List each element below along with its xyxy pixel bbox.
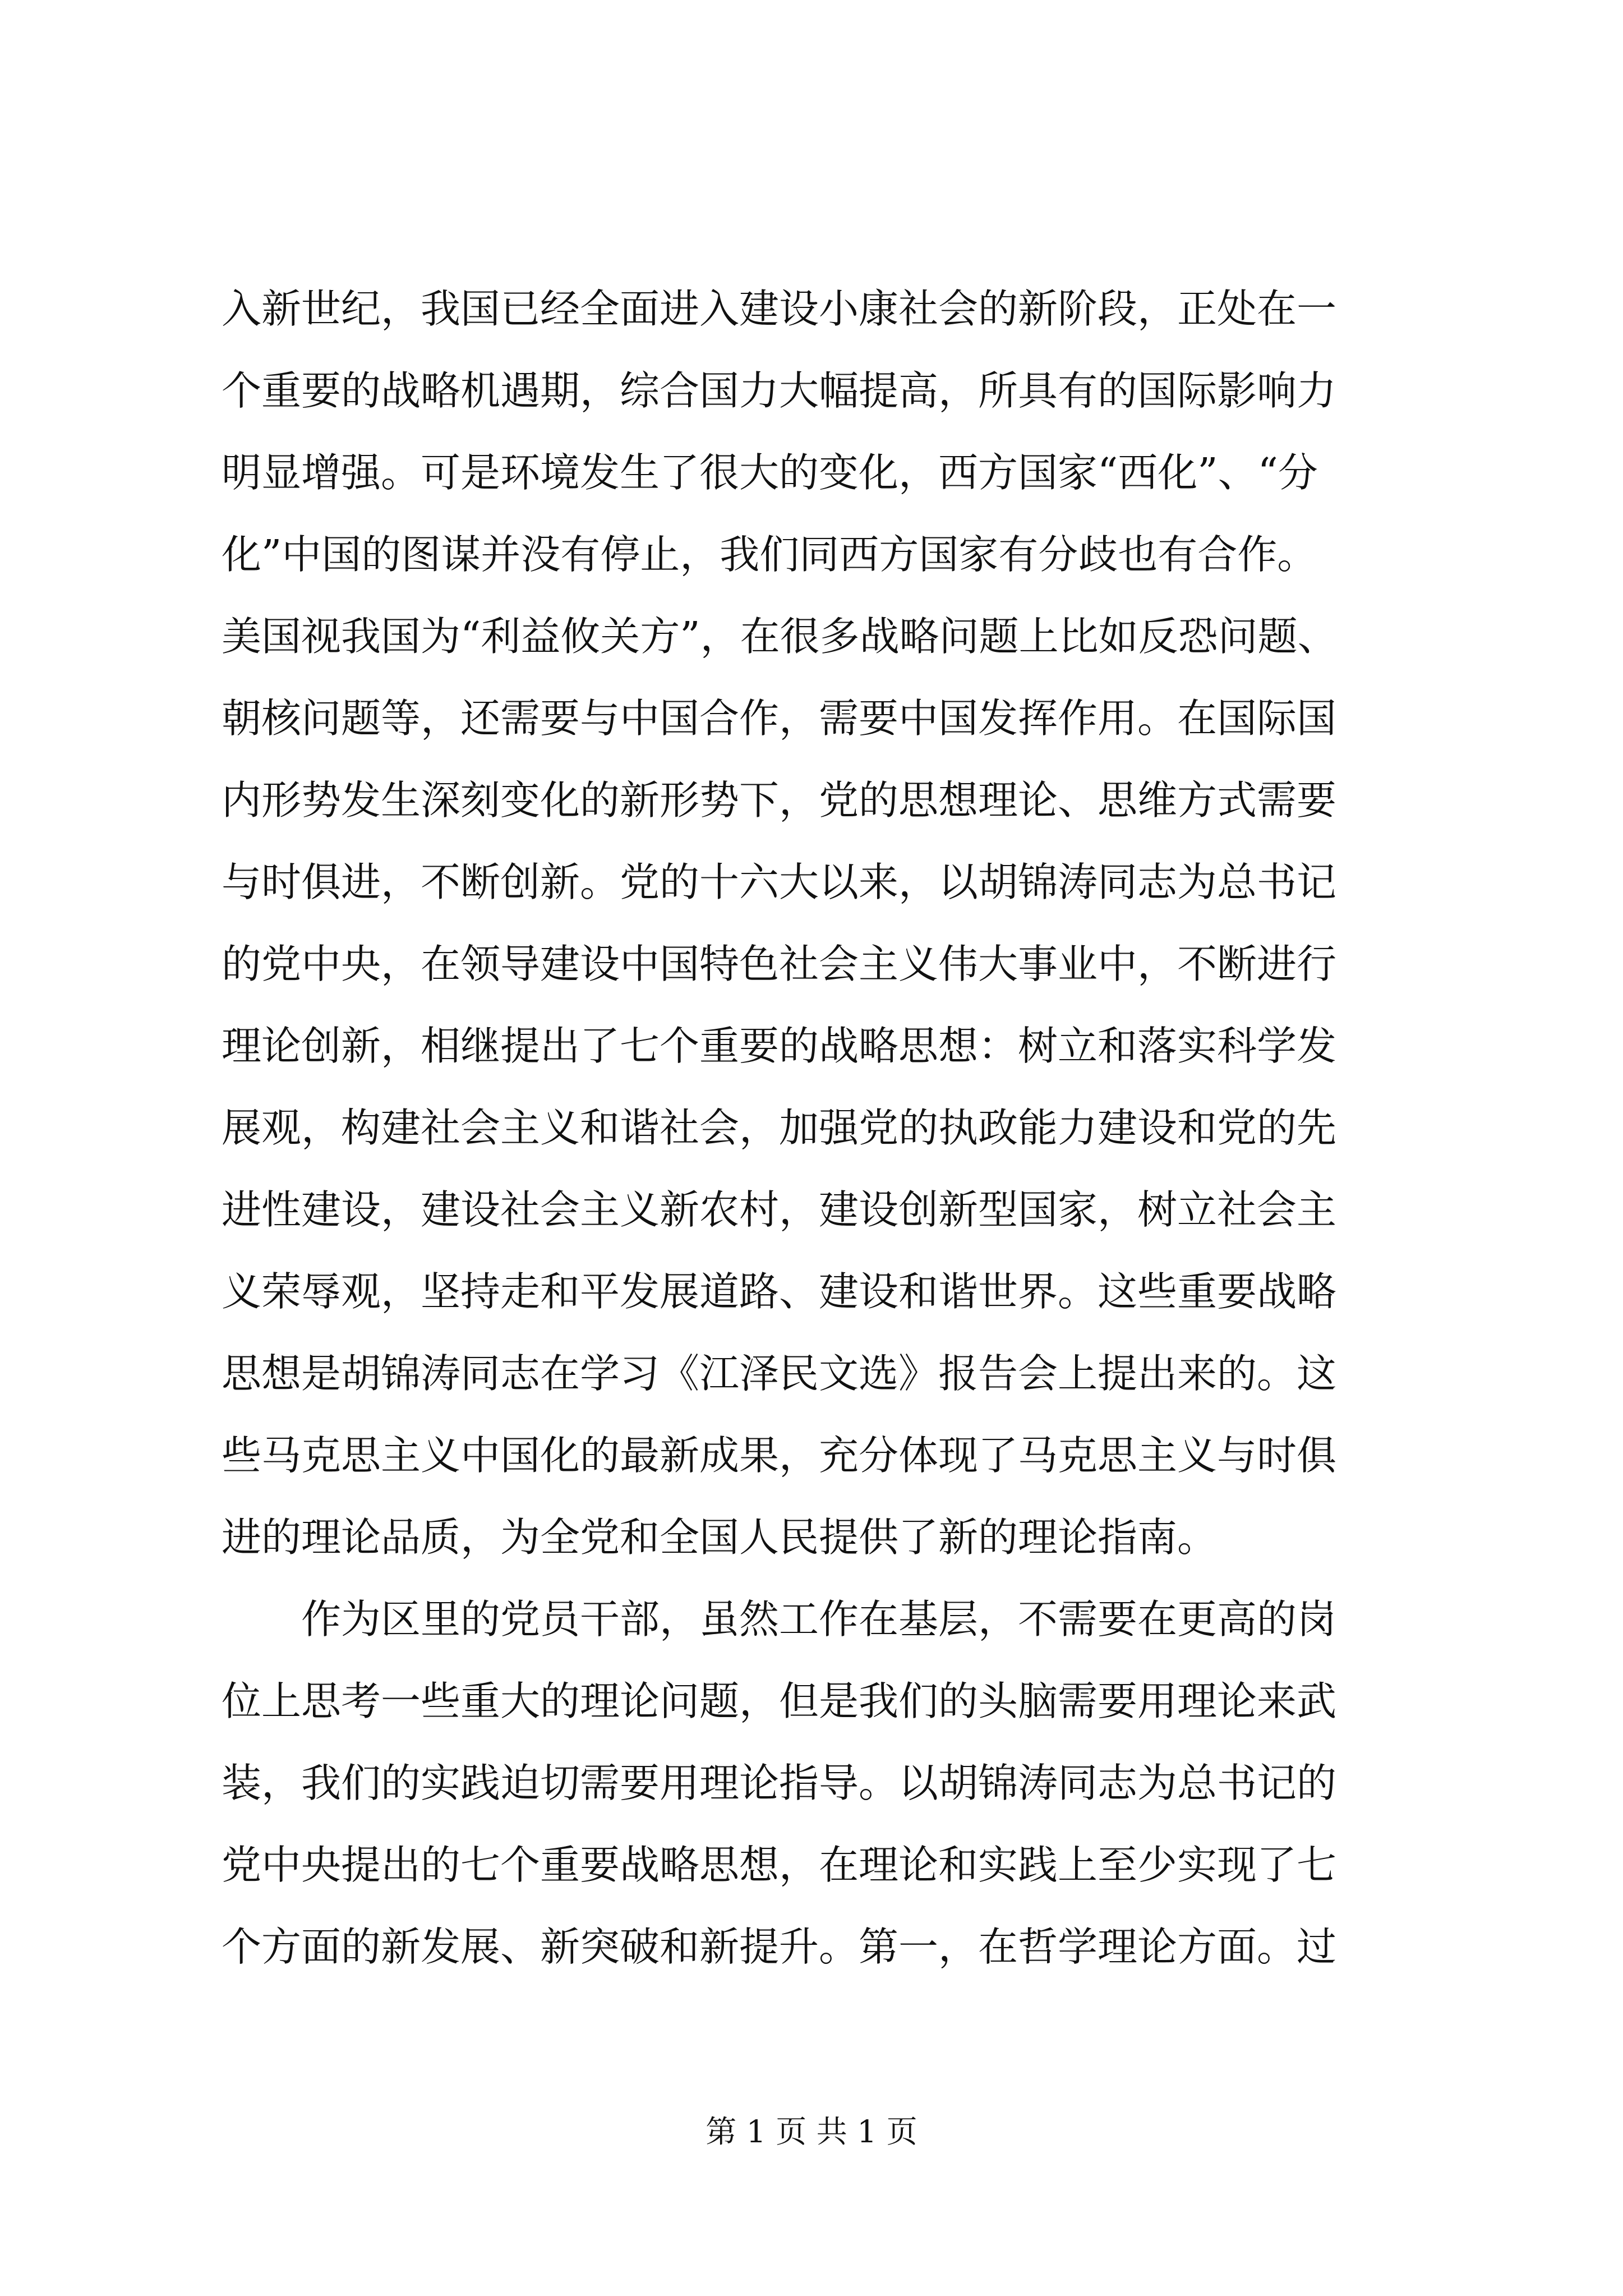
- text-line: 装，我们的实践迫切需要用理论指导。以胡锦涛同志为总书记的: [222, 1760, 1337, 1806]
- text-line: 思想是胡锦涛同志在学习《江泽民文选》报告会上提出来的。这: [222, 1350, 1337, 1397]
- text-line: 义荣辱观，坚持走和平发展道路、建设和谐世界。这些重要战略: [222, 1268, 1337, 1315]
- body-text: [222, 268, 1422, 1988]
- text-line: 个方面的新发展、新突破和新提升。第一，在哲学理论方面。过: [222, 1924, 1337, 1970]
- text-line: 朝核问题等，还需要与中国合作，需要中国发挥作用。在国际国: [222, 695, 1337, 742]
- text-line: 个重要的战略机遇期，综合国力大幅提高，所具有的国际影响力: [222, 367, 1337, 414]
- text-line: 明显增强。可是环境发生了很大的变化，西方国家“西化”、“分: [222, 449, 1318, 496]
- text-line: 内形势发生深刻变化的新形势下，党的思想理论、思维方式需要: [222, 777, 1337, 823]
- text-line: 美国视我国为“利益攸关方”，在很多战略问题上比如反恐问题、: [222, 613, 1338, 660]
- text-line: 入新世纪，我国已经全面进入建设小康社会的新阶段，正处在一: [222, 286, 1337, 332]
- text-line: 些马克思主义中国化的最新成果，充分体现了马克思主义与时俱: [222, 1432, 1337, 1479]
- page-footer: 第 1 页 共 1 页: [706, 2114, 917, 2150]
- text-line: 化”中国的图谋并没有停止，我们同西方国家有分歧也有合作。: [222, 531, 1317, 578]
- text-line: 进的理论品质，为全党和全国人民提供了新的理论指南。: [222, 1514, 1218, 1561]
- text-line: 位上思考一些重大的理论问题，但是我们的头脑需要用理论来武: [222, 1678, 1337, 1724]
- text-line: 理论创新，相继提出了七个重要的战略思想：树立和落实科学发: [222, 1023, 1337, 1069]
- text-line: 的党中央，在领导建设中国特色社会主义伟大事业中，不断进行: [222, 941, 1337, 987]
- text-line: 展观，构建社会主义和谐社会，加强党的执政能力建设和党的先: [222, 1105, 1337, 1151]
- text-line: 与时俱进，不断创新。党的十六大以来，以胡锦涛同志为总书记: [222, 859, 1337, 905]
- text-line: 进性建设，建设社会主义新农村，建设创新型国家，树立社会主: [222, 1186, 1337, 1233]
- text-line: 党中央提出的七个重要战略思想，在理论和实践上至少实现了七: [222, 1842, 1337, 1888]
- text-line: 作为区里的党员干部，虽然工作在基层，不需要在更高的岗: [222, 1596, 1337, 1642]
